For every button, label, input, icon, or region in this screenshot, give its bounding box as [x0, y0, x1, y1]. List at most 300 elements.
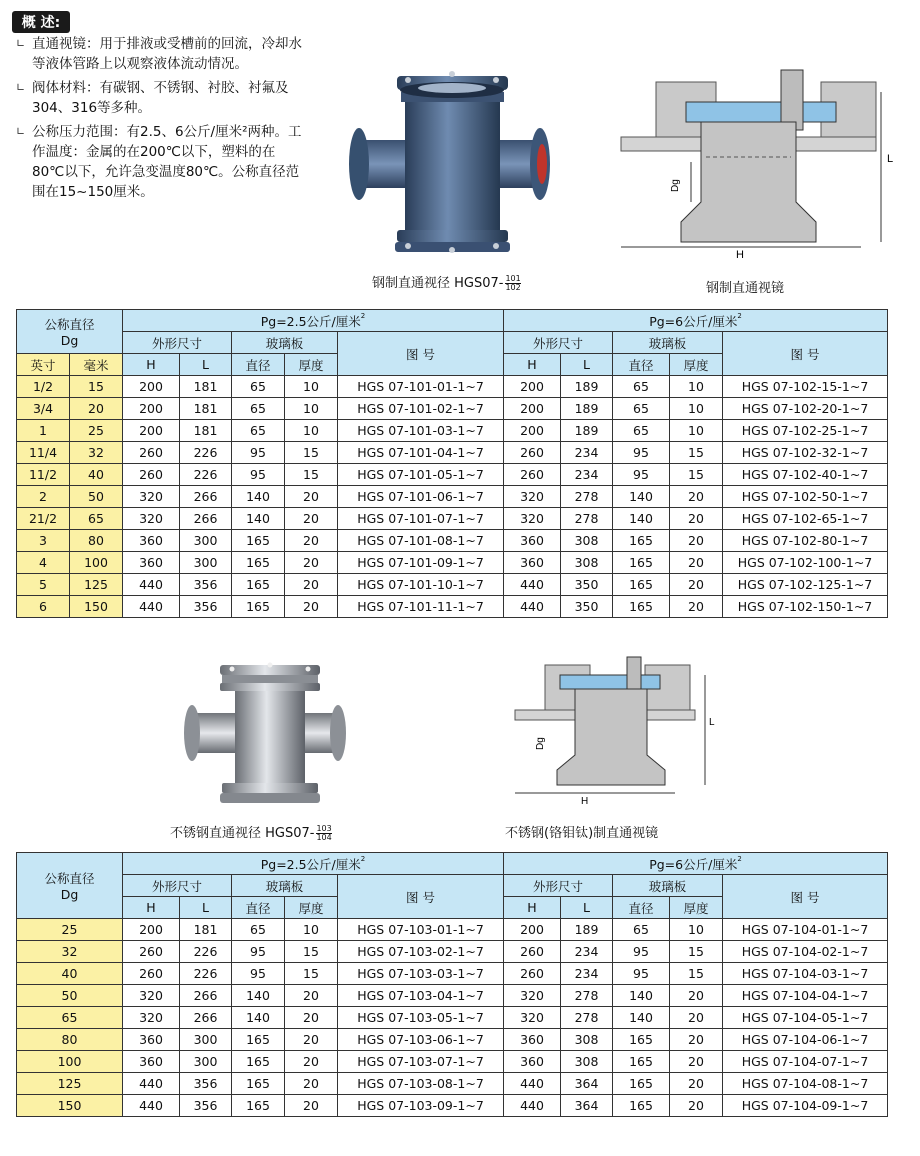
table-cell: 65 [232, 376, 285, 398]
drawing-header: 图 号 [723, 332, 888, 376]
table-cell: 20 [285, 1029, 338, 1051]
table-cell: 360 [504, 552, 561, 574]
table-cell: HGS 07-103-07-1~7 [338, 1051, 504, 1073]
table-row [17, 1073, 888, 1095]
table-cell: 20 [285, 1051, 338, 1073]
table-cell: 95 [613, 941, 670, 963]
table-cell: HGS 07-103-06-1~7 [338, 1029, 504, 1051]
l-header: L [180, 354, 232, 376]
steel-diagram-caption: 钢制直通视镜 [706, 281, 785, 296]
table-cell: 10 [670, 919, 723, 941]
table-cell: 189 [561, 376, 613, 398]
table-cell: 140 [232, 508, 285, 530]
table-cell: 15 [285, 963, 338, 985]
glass-header: 玻璃板 [613, 875, 723, 897]
table-cell: 300 [180, 1051, 232, 1073]
table-cell: 320 [504, 486, 561, 508]
bullet-icon: ∟ [16, 37, 26, 50]
table-cell: 20 [670, 508, 723, 530]
dims-header: 外形尺寸 [123, 875, 232, 897]
table-cell: 95 [613, 442, 670, 464]
table-row [17, 508, 888, 530]
table-row [17, 985, 888, 1007]
table-cell: 3 [17, 530, 70, 552]
table-cell: 181 [180, 420, 232, 442]
table-cell: 11/2 [17, 464, 70, 486]
table-cell: 140 [232, 1007, 285, 1029]
steel-sight-glass-diagram [616, 62, 906, 262]
pg25-header: Pg=2.5公斤/厘米$^2$ [123, 853, 504, 875]
table-cell: 40 [70, 464, 123, 486]
table-cell: 150 [70, 596, 123, 618]
table-cell: 189 [561, 398, 613, 420]
table-cell: HGS 07-101-11-1~7 [338, 596, 504, 618]
table-cell: HGS 07-103-09-1~7 [338, 1095, 504, 1117]
inch-header: 英寸 [17, 354, 70, 376]
table-cell: 181 [180, 398, 232, 420]
table-cell: 20 [285, 1073, 338, 1095]
table-cell: 360 [504, 1029, 561, 1051]
table-cell: 200 [123, 420, 180, 442]
table-cell: 65 [232, 919, 285, 941]
table-cell: 320 [123, 508, 180, 530]
table-cell: 20 [285, 1007, 338, 1029]
table-cell: 20 [670, 574, 723, 596]
pg6-header: Pg=6公斤/厘米$^2$ [504, 853, 888, 875]
table-cell: 440 [504, 1073, 561, 1095]
table-cell: 20 [285, 1095, 338, 1117]
table-cell: 20 [670, 1073, 723, 1095]
stainless-diagram-caption: 不锈钢(铬钼钛)制直通视镜 [505, 826, 659, 841]
table-cell: 165 [613, 1051, 670, 1073]
table-cell: 15 [670, 941, 723, 963]
table-cell: 260 [504, 442, 561, 464]
table-cell: 165 [232, 1029, 285, 1051]
table-cell: 65 [613, 376, 670, 398]
table-cell: HGS 07-101-08-1~7 [338, 530, 504, 552]
table-cell: HGS 07-103-02-1~7 [338, 941, 504, 963]
table-cell: 189 [561, 420, 613, 442]
table-cell: 278 [561, 508, 613, 530]
table-cell: 260 [504, 963, 561, 985]
table-cell: 15 [285, 941, 338, 963]
table-cell: 20 [670, 1029, 723, 1051]
table-cell: 308 [561, 530, 613, 552]
table-cell: HGS 07-101-02-1~7 [338, 398, 504, 420]
table-cell: 360 [123, 530, 180, 552]
table-cell: HGS 07-103-08-1~7 [338, 1073, 504, 1095]
table-cell: 364 [561, 1073, 613, 1095]
table-cell: 32 [70, 442, 123, 464]
h-header: H [123, 354, 180, 376]
thickness-header: 厚度 [670, 354, 723, 376]
drawing-header: 图 号 [338, 332, 504, 376]
table-cell: 200 [504, 376, 561, 398]
table-cell: 65 [232, 398, 285, 420]
table-cell: 200 [123, 398, 180, 420]
table-cell: 20 [285, 574, 338, 596]
table-cell: 266 [180, 508, 232, 530]
table-cell: 260 [123, 442, 180, 464]
table-cell: 10 [670, 376, 723, 398]
table-cell: 278 [561, 486, 613, 508]
table-cell: 165 [613, 1095, 670, 1117]
table-cell: 165 [613, 1029, 670, 1051]
table-cell: 308 [561, 1051, 613, 1073]
table-cell: 181 [180, 376, 232, 398]
table-cell: 234 [561, 963, 613, 985]
table-cell: 165 [232, 1051, 285, 1073]
glass-header: 玻璃板 [613, 332, 723, 354]
table-cell: 320 [504, 508, 561, 530]
table-cell: 356 [180, 596, 232, 618]
table-cell: HGS 07-101-07-1~7 [338, 508, 504, 530]
table1-body [17, 376, 888, 618]
table-cell: 65 [232, 420, 285, 442]
table-cell: 20 [670, 552, 723, 574]
table-cell: HGS 07-102-25-1~7 [723, 420, 888, 442]
table-cell: 278 [561, 1007, 613, 1029]
table2-body [17, 919, 888, 1117]
table-cell: 65 [613, 420, 670, 442]
table-cell: HGS 07-104-06-1~7 [723, 1029, 888, 1051]
table-cell: 440 [123, 596, 180, 618]
table-cell: HGS 07-101-09-1~7 [338, 552, 504, 574]
table-cell: HGS 07-103-04-1~7 [338, 985, 504, 1007]
table-cell: 300 [180, 552, 232, 574]
table-cell: 140 [613, 1007, 670, 1029]
h-header: H [504, 354, 561, 376]
table-cell: 20 [670, 1007, 723, 1029]
table-cell: 364 [561, 1095, 613, 1117]
table-row [17, 1029, 888, 1051]
h-dimension-label: H [736, 249, 744, 261]
table-cell: 234 [561, 941, 613, 963]
spec-table-steel [16, 309, 888, 618]
thickness-header: 厚度 [670, 897, 723, 919]
table-cell: 40 [17, 963, 123, 985]
table-cell: 300 [180, 1029, 232, 1051]
bullet-icon: ∟ [16, 81, 26, 94]
table-cell: 165 [232, 596, 285, 618]
table-cell: 2 [17, 486, 70, 508]
table-cell: 32 [17, 941, 123, 963]
table-cell: 65 [17, 1007, 123, 1029]
table-cell: 320 [504, 1007, 561, 1029]
table-cell: 95 [613, 464, 670, 486]
table-row [17, 530, 888, 552]
table-cell: 350 [561, 574, 613, 596]
table-cell: 300 [180, 530, 232, 552]
l-header: L [561, 354, 613, 376]
table-cell: 356 [180, 1095, 232, 1117]
table-cell: HGS 07-104-09-1~7 [723, 1095, 888, 1117]
table-cell: 65 [613, 398, 670, 420]
table-cell: 10 [285, 919, 338, 941]
bullet-icon: ∟ [16, 125, 26, 138]
table-cell: 20 [285, 530, 338, 552]
table-cell: 260 [504, 941, 561, 963]
table-cell: 200 [504, 919, 561, 941]
table-cell: 95 [232, 442, 285, 464]
overview-badge: 概 述: [12, 11, 70, 33]
table-cell: 165 [613, 574, 670, 596]
table-cell: 440 [504, 1095, 561, 1117]
table-cell: 25 [17, 919, 123, 941]
table-cell: 320 [123, 1007, 180, 1029]
table-cell: 80 [70, 530, 123, 552]
table-cell: HGS 07-104-03-1~7 [723, 963, 888, 985]
table-cell: 15 [285, 464, 338, 486]
diameter-header: 直径 [232, 897, 285, 919]
table-cell: 125 [17, 1073, 123, 1095]
table-cell: 95 [232, 963, 285, 985]
table-cell: HGS 07-102-100-1~7 [723, 552, 888, 574]
table-cell: 260 [504, 464, 561, 486]
table-row [17, 464, 888, 486]
table-cell: 308 [561, 1029, 613, 1051]
table-cell: 440 [504, 596, 561, 618]
table-cell: 20 [670, 486, 723, 508]
table-cell: 234 [561, 442, 613, 464]
table-cell: 10 [285, 398, 338, 420]
table-cell: 356 [180, 574, 232, 596]
table-row [17, 963, 888, 985]
l-dimension-label: L [887, 153, 894, 165]
table-cell: 15 [670, 464, 723, 486]
table-cell: 10 [285, 376, 338, 398]
table-cell: 226 [180, 963, 232, 985]
table-cell: 15 [70, 376, 123, 398]
table-cell: 226 [180, 941, 232, 963]
table-cell: 20 [285, 552, 338, 574]
table-cell: HGS 07-102-65-1~7 [723, 508, 888, 530]
table-cell: 200 [123, 919, 180, 941]
dims-header: 外形尺寸 [504, 332, 613, 354]
table-cell: 260 [123, 464, 180, 486]
table-cell: HGS 07-103-05-1~7 [338, 1007, 504, 1029]
table-cell: 260 [123, 963, 180, 985]
table-cell: 95 [232, 941, 285, 963]
table-cell: 165 [232, 1095, 285, 1117]
diameter-header: 直径 [613, 897, 670, 919]
table-cell: 5 [17, 574, 70, 596]
dims-header: 外形尺寸 [504, 875, 613, 897]
table-cell: 20 [670, 596, 723, 618]
diameter-header: 直径 [613, 354, 670, 376]
table-cell: HGS 07-103-03-1~7 [338, 963, 504, 985]
table-cell: 10 [285, 420, 338, 442]
table-cell: 165 [613, 530, 670, 552]
table-cell: 165 [613, 596, 670, 618]
table-cell: 181 [180, 919, 232, 941]
h-header: H [504, 897, 561, 919]
nominal-diameter-header: 公称直径 Dg [17, 853, 123, 919]
stainless-sight-glass-photo [180, 655, 355, 815]
table-cell: 200 [504, 420, 561, 442]
table-cell: 100 [70, 552, 123, 574]
stainless-sight-glass-diagram [505, 655, 720, 805]
table-cell: 95 [613, 963, 670, 985]
table-cell: 95 [232, 464, 285, 486]
table-cell: HGS 07-102-15-1~7 [723, 376, 888, 398]
table-cell: HGS 07-102-40-1~7 [723, 464, 888, 486]
table-cell: 320 [504, 985, 561, 1007]
table-cell: 20 [285, 596, 338, 618]
table-cell: 20 [670, 1095, 723, 1117]
table-cell: 140 [613, 508, 670, 530]
table-row [17, 442, 888, 464]
table-cell: 440 [123, 574, 180, 596]
table-cell: HGS 07-101-03-1~7 [338, 420, 504, 442]
thickness-header: 厚度 [285, 354, 338, 376]
table-cell: HGS 07-103-01-1~7 [338, 919, 504, 941]
steel-photo-caption: 钢制直通视径 HGS07- $\frac{101}{102}$ [372, 274, 521, 292]
table-cell: 260 [123, 941, 180, 963]
table-cell: 360 [504, 1051, 561, 1073]
intro-paragraph: ∟ 直通视镜：用于排液或受槽前的回流，冷却水等液体管路上以观察液体流动情况。 [16, 36, 302, 72]
table-cell: 320 [123, 985, 180, 1007]
table-cell: 440 [504, 574, 561, 596]
table-cell: 80 [17, 1029, 123, 1051]
table-cell: 266 [180, 486, 232, 508]
table-cell: 20 [70, 398, 123, 420]
table-cell: 165 [232, 1073, 285, 1095]
table-cell: 140 [232, 985, 285, 1007]
table-cell: HGS 07-102-80-1~7 [723, 530, 888, 552]
table-cell: 200 [123, 376, 180, 398]
table-cell: 266 [180, 1007, 232, 1029]
pg6-header: Pg=6公斤/厘米$^2$ [504, 310, 888, 332]
model-fraction: $\frac{103}{104}$ [316, 824, 332, 842]
glass-header: 玻璃板 [232, 875, 338, 897]
table-cell: 100 [17, 1051, 123, 1073]
table-row [17, 376, 888, 398]
table-row [17, 596, 888, 618]
table-cell: 140 [613, 486, 670, 508]
drawing-header: 图 号 [723, 875, 888, 919]
table-cell: 65 [613, 919, 670, 941]
table-cell: HGS 07-102-20-1~7 [723, 398, 888, 420]
table-cell: 140 [613, 985, 670, 1007]
table-cell: HGS 07-101-10-1~7 [338, 574, 504, 596]
table-row [17, 420, 888, 442]
table-row [17, 486, 888, 508]
thickness-header: 厚度 [285, 897, 338, 919]
intro-text [16, 34, 306, 206]
table-cell: 150 [17, 1095, 123, 1117]
table-cell: HGS 07-104-02-1~7 [723, 941, 888, 963]
table-cell: 10 [670, 420, 723, 442]
table-cell: 440 [123, 1073, 180, 1095]
spec-table-stainless [16, 852, 888, 1117]
table-cell: HGS 07-104-01-1~7 [723, 919, 888, 941]
mm-header: 毫米 [70, 354, 123, 376]
table-cell: 320 [123, 486, 180, 508]
table-row [17, 1095, 888, 1117]
table-row [17, 552, 888, 574]
steel-sight-glass-photo [345, 62, 560, 262]
intro-paragraph: ∟ 阀体材料：有碳钢、不锈钢、衬胶、衬氟及304、316等多种。 [16, 80, 289, 116]
table-cell: 278 [561, 985, 613, 1007]
table-cell: 1/2 [17, 376, 70, 398]
table-cell: 15 [670, 963, 723, 985]
glass-header: 玻璃板 [232, 332, 338, 354]
table-cell: 165 [232, 530, 285, 552]
table-row [17, 919, 888, 941]
table-cell: 234 [561, 464, 613, 486]
table-cell: 10 [670, 398, 723, 420]
table-cell: 356 [180, 1073, 232, 1095]
table-cell: 20 [285, 508, 338, 530]
dg-dimension-label: Dg [670, 179, 681, 192]
table-cell: HGS 07-102-150-1~7 [723, 596, 888, 618]
l-header: L [561, 897, 613, 919]
table-cell: 165 [613, 552, 670, 574]
table-cell: 21/2 [17, 508, 70, 530]
drawing-header: 图 号 [338, 875, 504, 919]
table-cell: 189 [561, 919, 613, 941]
table-cell: 20 [285, 486, 338, 508]
table-row [17, 398, 888, 420]
table-cell: 360 [504, 530, 561, 552]
table-cell: 125 [70, 574, 123, 596]
table-cell: 440 [123, 1095, 180, 1117]
table-cell: 3/4 [17, 398, 70, 420]
table-cell: 350 [561, 596, 613, 618]
table-row [17, 574, 888, 596]
table-cell: 266 [180, 985, 232, 1007]
table-cell: 20 [285, 985, 338, 1007]
table-cell: 25 [70, 420, 123, 442]
table-cell: HGS 07-101-01-1~7 [338, 376, 504, 398]
pg25-header: Pg=2.5公斤/厘米$^2$ [123, 310, 504, 332]
table-cell: HGS 07-101-04-1~7 [338, 442, 504, 464]
table-cell: HGS 07-104-08-1~7 [723, 1073, 888, 1095]
table-cell: 4 [17, 552, 70, 574]
table-cell: HGS 07-104-07-1~7 [723, 1051, 888, 1073]
table-cell: HGS 07-102-50-1~7 [723, 486, 888, 508]
table-cell: 11/4 [17, 442, 70, 464]
table-row [17, 1007, 888, 1029]
dg-dimension-label: Dg [535, 737, 546, 750]
table-cell: 6 [17, 596, 70, 618]
diameter-header: 直径 [232, 354, 285, 376]
table-cell: 226 [180, 442, 232, 464]
l-header: L [180, 897, 232, 919]
table-cell: 200 [504, 398, 561, 420]
table-row [17, 1051, 888, 1073]
table-cell: HGS 07-102-125-1~7 [723, 574, 888, 596]
h-dimension-label: H [581, 796, 589, 805]
nominal-diameter-header: 公称直径 Dg [17, 310, 123, 354]
intro-paragraph: ∟ 公称压力范围：有2.5、6公斤/厘米²两种。工作温度：金属的在200℃以下，塑料的在80℃以下，允许急变温度80℃。公称直径范围在15~150厘米。 [16, 124, 302, 200]
h-header: H [123, 897, 180, 919]
table-cell: 308 [561, 552, 613, 574]
table-cell: 20 [670, 530, 723, 552]
stainless-photo-caption: 不锈钢直通视径 HGS07- $\frac{103}{104}$ [170, 824, 332, 842]
dims-header: 外形尺寸 [123, 332, 232, 354]
table-cell: 15 [670, 442, 723, 464]
table-cell: HGS 07-102-32-1~7 [723, 442, 888, 464]
table-cell: 50 [17, 985, 123, 1007]
table-cell: 20 [670, 985, 723, 1007]
table-row [17, 941, 888, 963]
table-cell: HGS 07-101-06-1~7 [338, 486, 504, 508]
l-dimension-label: L [709, 717, 715, 728]
table-cell: 360 [123, 552, 180, 574]
table-cell: 20 [670, 1051, 723, 1073]
